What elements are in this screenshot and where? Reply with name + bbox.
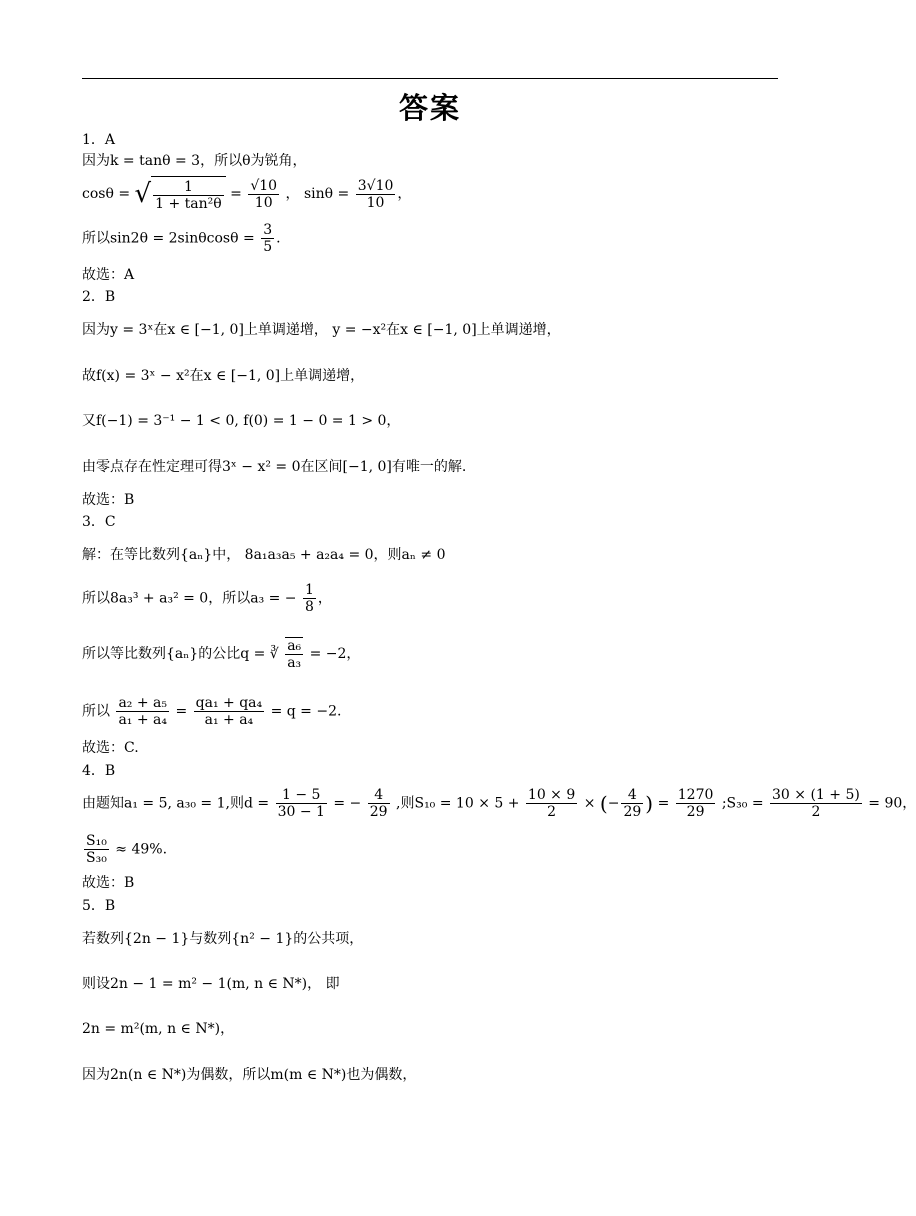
q1-frac-cos: $\frac{√10}{10}$ (250, 177, 278, 211)
q3-line-1: 解：在等比数列{aₙ}中， 8a₁a₃a₅ + a₂a₄ = 0，则aₙ ≠ 0 (82, 547, 446, 563)
q4-line-2: $\frac{\text{S₁₀}}{\text{S₃₀}}$ ≈ 49%. (86, 833, 168, 866)
q3-frac-left: $\frac{\text{a₂ + a₅}}{\text{a₁ + a₄}}$ (118, 695, 168, 728)
q4-line-1: 由题知a₁ = 5, a₃₀ = 1,则d = $\frac{1 - 5}{30 - 1}$ = − $\frac{4}{29}$ ,则S₁₀ = 10 × 5 + $\frac{10 \times 9}{2}$ × (− $\frac{4}{29}$ ) = $\frac{1270}{29}$ ;S₃₀ = $\frac{30 \times (1 + 5)}{2}$ = 90， (82, 787, 916, 820)
q2-line-4: 由零点存在性定理可得3ˣ − x² = 0在区间[−1, 0]有唯一的解. (82, 459, 467, 475)
q5-line-2: 则设2n − 1 = m² − 1(m, n ∈ N*)， 即 (82, 976, 340, 992)
q5-heading: 5．B (82, 898, 116, 914)
q4-answer: 故选：B (82, 875, 135, 891)
q1-frac-sin: $\frac{3√10}{10}$ (357, 177, 394, 211)
q4-frac-ratio: $\frac{\text{S₁₀}}{\text{S₃₀}}$ (86, 833, 107, 866)
q1-heading: 1．A (82, 132, 116, 148)
q3-heading: 3．C (82, 514, 116, 530)
q3-frac-ratio: $\frac{\text{a₆}}{\text{a₃}}$ (287, 638, 302, 671)
q1-line-2: cosθ = √ $\frac{1}{\text{1 + tan²θ}}$ = $\frac{√10}{10}$ ， sinθ = $\frac{3√10}{10}$ ， (82, 177, 412, 212)
q2-heading: 2．B (82, 289, 116, 305)
q3-frac-a3: $\frac{1}{8}$ (305, 582, 314, 615)
q5-line-1: 若数列{2n − 1}与数列{n² − 1}的公共项， (82, 931, 364, 947)
q3-line-4: 所以 $\frac{\text{a₂ + a₅}}{\text{a₁ + a₄}}$ = $\frac{\text{qa₁ + qa₄}}{\text{a₁ + a₄}}$ = q = −2. (82, 695, 342, 728)
q1-sqrt: √ $\frac{1}{\text{1 + tan²θ}}$ (135, 176, 226, 212)
q2-line-3: 又f(−1) = 3⁻¹ − 1 < 0, f(0) = 1 − 0 = 1 > 0， (82, 413, 401, 429)
q2-line-1: 因为y = 3ˣ在x ∈ [−1, 0]上单调递增， y = −x²在x ∈ [−1, 0]上单调递增， (82, 322, 561, 338)
q3-line-3: 所以等比数列{aₙ}的公比q = ∛ $\frac{\text{a₆}}{\text{a₃}}$ = −2， (82, 638, 361, 671)
page-title: 答案 (398, 91, 461, 125)
q3-line-2: 所以8a₃³ + a₃² = 0，所以a₃ = − $\frac{1}{8}$ ， (82, 582, 332, 615)
q4-frac-s30: $\frac{30 \times (1 + 5)}{2}$ (772, 787, 860, 820)
q5-line-4: 因为2n(n ∈ N*)为偶数，所以m(m ∈ N*)也为偶数， (82, 1067, 417, 1083)
q4-frac-1270: $\frac{1270}{29}$ (677, 787, 714, 820)
q5-line-3: 2n = m²(m, n ∈ N*)， (82, 1021, 235, 1037)
q4-frac-4-29: $\frac{4}{29}$ (369, 787, 388, 820)
q1-line-1: 因为k = tanθ = 3，所以θ为锐角， (82, 153, 307, 169)
q1-cos-lhs: cosθ = (82, 186, 131, 202)
q3-frac-right: $\frac{\text{qa₁ + qa₄}}{\text{a₁ + a₄}}$ (195, 695, 263, 728)
q4-frac-4-29b: $\frac{4}{29}$ (623, 787, 642, 820)
q1-sin-lhs: ， sinθ = (285, 186, 350, 202)
q1-line-3: 所以sin2θ = 2sinθcosθ = $\frac{3}{5}$ . (82, 222, 281, 255)
q1-frac-result: $\frac{3}{5}$ (263, 222, 273, 255)
q2-line-2: 故f(x) = 3ˣ − x²在x ∈ [−1, 0]上单调递增， (82, 368, 365, 384)
q1-answer: 故选：A (82, 267, 135, 283)
q2-answer: 故选：B (82, 492, 135, 508)
q4-frac-d: $\frac{1 - 5}{30 - 1}$ (277, 787, 325, 820)
q4-heading: 4．B (82, 763, 116, 779)
q3-answer: 故选：C. (82, 740, 139, 756)
q1-frac-inner: $\frac{1}{\text{1 + tan²θ}}$ (155, 179, 222, 212)
q4-frac-10x9: $\frac{10 \times 9}{2}$ (527, 787, 576, 820)
header-rule (82, 78, 778, 79)
